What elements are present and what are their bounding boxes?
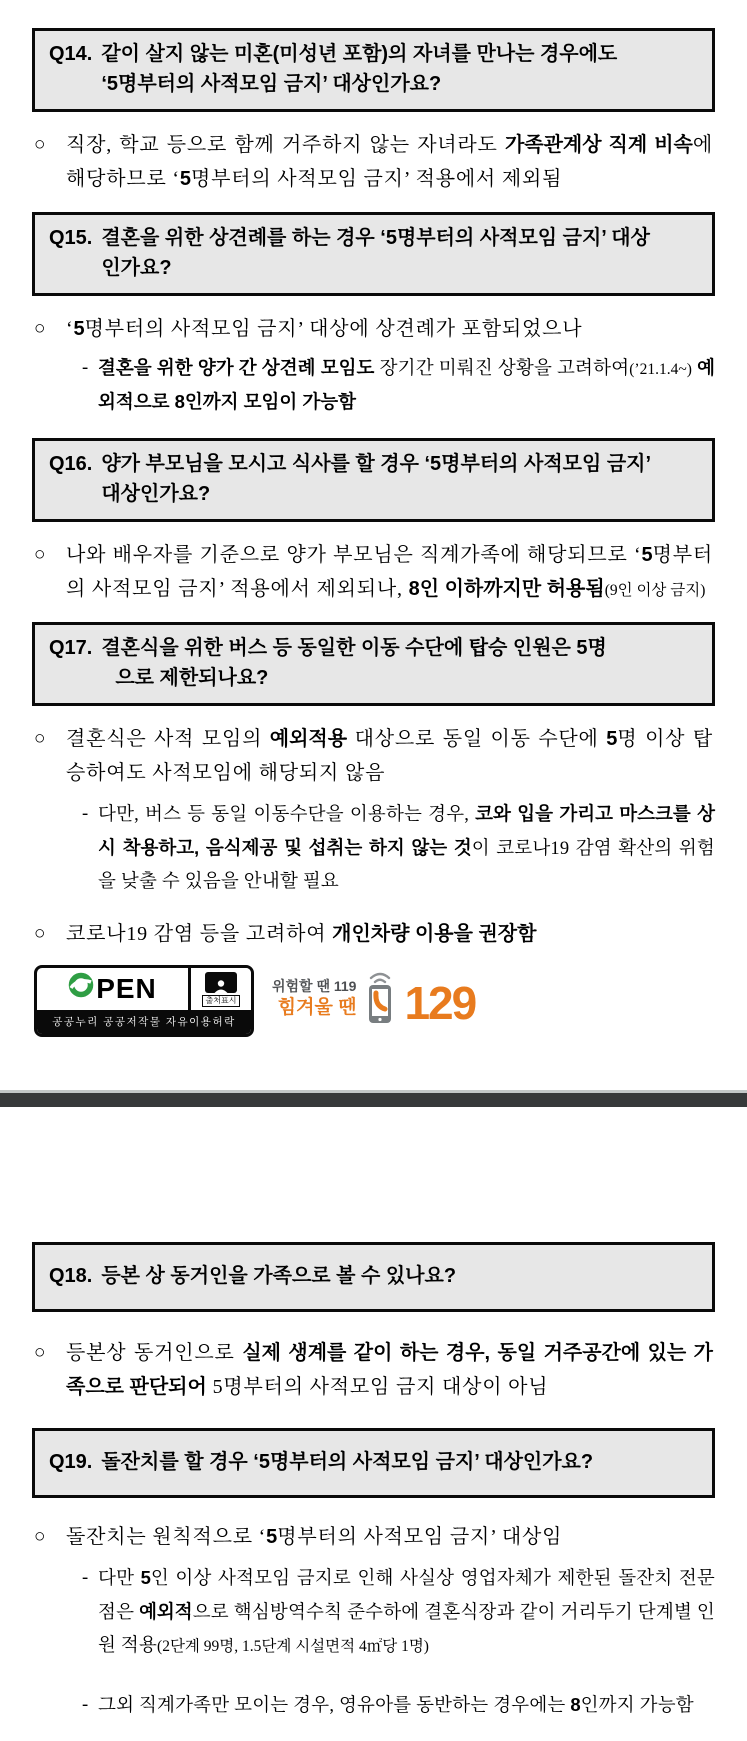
answer-segment-bold: 8인 이하까지만 허용됨	[408, 577, 605, 600]
document-page-2	[0, 1242, 747, 1741]
answer-segment: 5명부터의 사적모임 금지 대상이 아님	[206, 1376, 549, 1398]
footer-logos	[34, 965, 715, 1037]
answer-segment: 명부터의 사적모임 금지’ 적용에서 제외됨	[191, 168, 563, 190]
answer-segment: 으로 핵심방역수칙 준수하에 결혼식장과 같이 거리두기 단계별 인원 적용	[98, 1602, 715, 1656]
question-number: Q18.	[49, 1265, 93, 1287]
answer-segment: 장기간 미뤄진 상황을 고려하여	[379, 359, 630, 379]
page-divider-bar	[0, 1090, 747, 1107]
answer-segment-bold: 5	[606, 727, 618, 750]
answer-segment: 대상으로 동일 이동 수단에	[347, 727, 607, 750]
answer-q19	[34, 1520, 713, 1554]
question-box-q15	[32, 212, 715, 296]
question-title	[101, 449, 700, 509]
answer-text	[66, 312, 713, 346]
answer-segment-bold: 실제 생계를 같이 하는 경우, 동일 거주공간에 있는 가족으로 판단되어	[66, 1342, 714, 1398]
answer-segment: 명부터의 사적모임 금지’ 적용에서 제외되나,	[66, 543, 713, 600]
bullet-circle: ○	[34, 922, 47, 944]
question-number: Q15.	[49, 227, 93, 249]
open-swoosh-icon	[68, 972, 94, 1005]
question-title-line1: 양가 부모님을 모시고 식사를 할 경우 ‘5명부터의 사적모임 금지’	[101, 452, 652, 475]
bullet-circle: ○	[34, 543, 47, 565]
bullet-dash: -	[82, 803, 89, 824]
answer-q17-subitem	[82, 798, 715, 899]
answer-segment: 명 이상 탑승하여도 사적모임에 해당되지 않음	[66, 727, 713, 784]
question-box-q14	[32, 28, 715, 112]
answer-segment-bold: 5	[641, 543, 653, 566]
answer-segment: 그외 직계가족만 모이는 경우, 영유아를 동반하는 경우에는	[98, 1695, 571, 1716]
question-number: Q17.	[49, 636, 93, 659]
answer-q15-subitem	[82, 352, 715, 420]
answer-text	[66, 722, 713, 790]
question-title-line1: 돌잔치를 할 경우 ‘5명부터의 사적모임 금지’ 대상인가요?	[101, 1451, 594, 1473]
answer-segment-bold: 코와 입을 가리고 마스크를 상시 착용하고, 음식제공 및 섭취는 하지 않는 것	[98, 802, 715, 858]
answer-q19-subitem-1	[82, 1562, 715, 1663]
answer-segment: 결혼식은 사적 모임의	[66, 727, 270, 750]
question-number: Q16.	[49, 452, 93, 475]
answer-segment-bold: 8	[570, 1693, 581, 1715]
subitem-text	[98, 1689, 715, 1723]
bullet-circle: ○	[34, 318, 47, 339]
answer-segment-bold: 결혼을 위한 양가 간 상견례 모임도	[98, 357, 380, 378]
kogl-open-wordmark	[37, 968, 191, 1010]
answer-segment: 돌잔치는 원칙적으로 ‘	[66, 1526, 267, 1548]
person-icon	[205, 972, 237, 993]
question-title	[101, 39, 700, 99]
bullet-circle: ○	[34, 727, 47, 749]
answer-segment-bold: 5	[266, 1526, 278, 1548]
answer-segment-bold: 예외적으로 8인까지 모임이 가능함	[98, 357, 715, 412]
answer-segment: 다만, 버스 등 동일 이동수단을 이용하는 경우,	[98, 804, 476, 825]
answer-segment: 명부터의 사적모임 금지’ 대상에 상견례가 포함되었으나	[84, 318, 583, 340]
answer-segment-small: (’21.1.4~)	[629, 361, 692, 378]
question-number: Q19.	[49, 1451, 93, 1473]
answer-segment-bold: 5	[140, 1567, 151, 1588]
bullet-dash: -	[82, 1694, 89, 1715]
answer-segment-bold: 가족관계상 직계 비속	[504, 134, 693, 156]
question-title-line1: 등본 상 동거인을 가족으로 볼 수 있나요?	[101, 1265, 457, 1287]
answer-text	[66, 1520, 713, 1554]
answer-segment: 인 이상 사적모임 금지로 인해 사실상 영업자체가 제한된 돌잔치 전문점은	[98, 1569, 716, 1623]
emergency-call-logo	[272, 965, 475, 1030]
question-title	[101, 1447, 700, 1477]
question-box-q17	[32, 622, 715, 706]
answer-segment: 다만	[98, 1569, 141, 1589]
call-119-label: 위험할 땐 119	[272, 978, 357, 995]
question-title-line2: 인가요?	[101, 257, 172, 279]
answer-q17-second	[34, 917, 713, 951]
answer-q18	[34, 1336, 713, 1404]
answer-segment: 이 코로나19 감염 확산의 위험을 낮출 수 있음을 안내할 필요	[98, 838, 715, 892]
bullet-circle: ○	[34, 1526, 47, 1547]
answer-segment: ‘	[66, 318, 74, 340]
answer-segment-bold: 5	[179, 168, 191, 190]
answer-segment: 코로나19 감염 등을 고려하여	[66, 922, 333, 945]
question-title	[101, 633, 700, 693]
answer-text	[66, 538, 713, 606]
subitem-text	[98, 798, 715, 899]
answer-segment-bold: 개인차량 이용을 권장함	[332, 922, 537, 945]
answer-segment-bold: 5	[73, 318, 85, 340]
answer-segment-bold: 예외적	[139, 1600, 193, 1622]
answer-text	[66, 128, 713, 196]
source-attribution-badge	[191, 968, 251, 1010]
question-number: Q14.	[49, 43, 93, 65]
answer-q16	[34, 538, 713, 606]
kogl-open-top	[37, 968, 251, 1010]
answer-segment: 직장, 학교 등으로 함께 거주하지 않는 자녀라도	[66, 134, 505, 156]
answer-segment-small: (2단계 99명, 1.5단계 시설면적 4㎡당 1명)	[157, 1637, 429, 1655]
question-title-line2: 으로 제한되나요?	[115, 666, 269, 689]
question-title-line1: 결혼을 위한 상견례를 하는 경우 ‘5명부터의 사적모임 금지’ 대상	[101, 227, 650, 249]
question-box-q18	[32, 1242, 715, 1312]
answer-segment-small: (9인 이상 금지)	[604, 581, 706, 599]
subitem-text	[98, 1562, 715, 1663]
subitem-text	[98, 352, 715, 420]
answer-segment: 등본상 동거인으로	[66, 1342, 243, 1364]
bullet-dash: -	[82, 1568, 89, 1588]
question-title-line1: 결혼식을 위한 버스 등 동일한 이동 수단에 탑승 인원은 5명	[101, 636, 607, 659]
phone-icon	[363, 969, 397, 1030]
question-title-line1: 같이 살지 않는 미혼(미성년 포함)의 자녀를 만나는 경우에도	[101, 43, 618, 65]
answer-q15	[34, 312, 713, 346]
answer-segment: 명부터의 사적모임 금지’ 대상임	[277, 1526, 563, 1548]
question-title	[101, 223, 700, 283]
question-title	[101, 1261, 700, 1291]
question-box-q16	[32, 438, 715, 522]
question-title-line2: 대상인가요?	[101, 482, 211, 505]
answer-segment: 인까지 가능함	[580, 1695, 694, 1716]
call-129-label: 힘겨울 땐	[277, 997, 357, 1019]
answer-q14	[34, 128, 713, 196]
answer-segment: 나와 배우자를 기준으로 양가 부모님은 직계가족에 해당되므로 ‘	[66, 543, 642, 566]
answer-segment: 에 해당하므로 ‘	[66, 134, 713, 190]
question-title-line2: ‘5명부터의 사적모임 금지’ 대상인가요?	[101, 73, 442, 95]
bullet-circle: ○	[34, 1342, 47, 1363]
emergency-call-texts	[272, 978, 356, 1020]
bullet-circle: ○	[34, 134, 47, 155]
question-box-q19	[32, 1428, 715, 1498]
answer-q17	[34, 722, 713, 790]
open-wordmark-text: PEN	[96, 972, 157, 1004]
answer-segment-bold: 예외적용	[269, 727, 348, 750]
bullet-dash: -	[82, 358, 89, 378]
call-129-number: 129	[404, 977, 476, 1030]
answer-text	[66, 917, 713, 951]
source-badge-label: 출처표시	[202, 995, 241, 1007]
answer-q19-subitem-2	[82, 1689, 715, 1723]
kogl-open-logo	[34, 965, 254, 1037]
kogl-license-bar: 공공누리 공공저작물 자유이용허락	[37, 1010, 251, 1034]
answer-text	[66, 1336, 713, 1404]
